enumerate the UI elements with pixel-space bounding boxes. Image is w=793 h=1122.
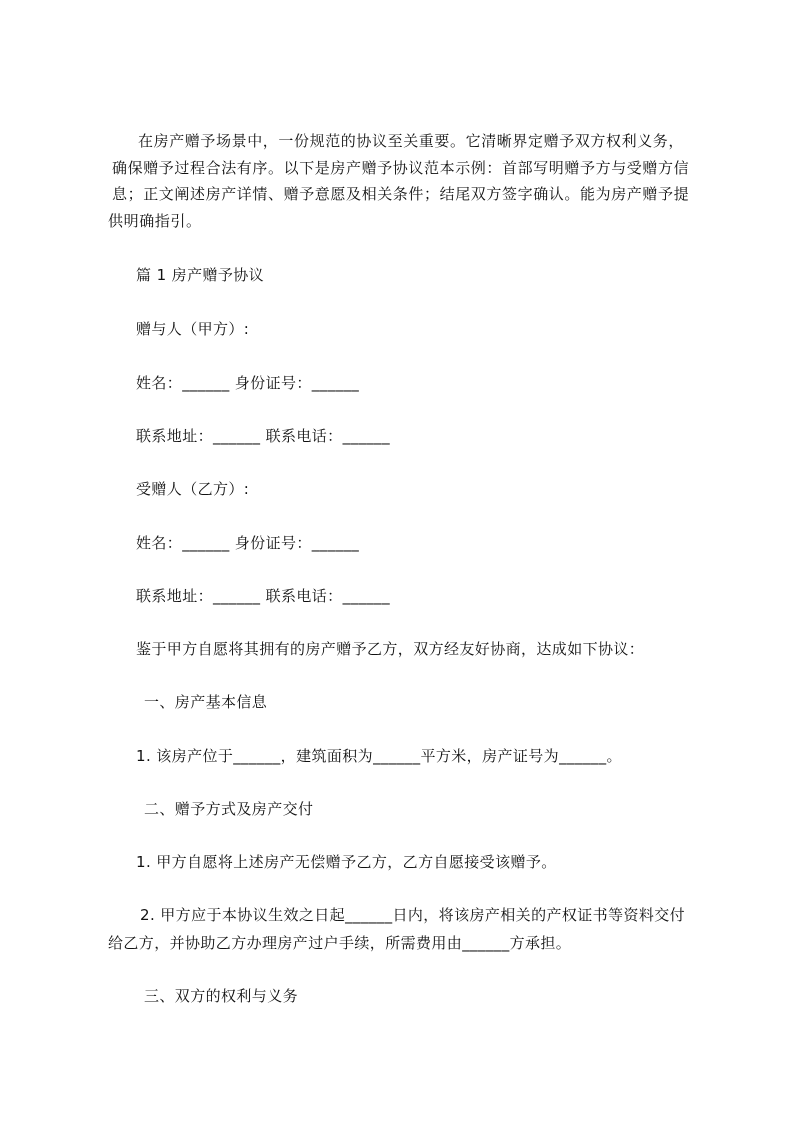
- intro-line: 供明确指引。: [108, 211, 202, 230]
- donor-name-id-field: 姓名：______ 身份证号：______: [136, 374, 360, 392]
- section-2-item-1: 1. 甲方自愿将上述房产无偿赠予乙方，乙方自愿接受该赠予。: [136, 853, 557, 871]
- donee-name-id-field: 姓名：______ 身份证号：______: [136, 534, 360, 552]
- donee-address-phone-field: 联系地址：______ 联系电话：______: [136, 587, 390, 605]
- section-title-3: 三、双方的权利与义务: [144, 987, 299, 1005]
- section-title-1: 一、房产基本信息: [144, 693, 268, 711]
- intro-paragraph: [108, 128, 708, 234]
- section-1-item-1: 1. 该房产位于______，建筑面积为______平方米，房产证号为______。: [136, 747, 622, 765]
- donor-heading: 赠与人（甲方）:: [136, 320, 250, 338]
- donor-address-phone-field: 联系地址：______ 联系电话：______: [136, 427, 390, 445]
- document-title: 篇 1 房产赠予协议: [136, 266, 265, 284]
- donee-heading: 受赠人（乙方）:: [136, 480, 250, 498]
- intro-line: 在房产赠予场景中，一份规范的协议至关重要。它清晰界定赠予双方权利义务，: [138, 132, 685, 150]
- section-2-item-2: 2. 甲方应于本协议生效之日起______日内，将该房产相关的产权证书等资料交付: [140, 906, 686, 924]
- intro-line: 确保赠予过程合法有序。以下是房产赠予协议范本示例：首部写明赠予方与受赠方信: [112, 158, 690, 177]
- section-2-item-2-continued: 给乙方，并协助乙方办理房产过户手续，所需费用由______方承担。: [108, 934, 572, 952]
- preamble: 鉴于甲方自愿将其拥有的房产赠予乙方，双方经友好协商，达成如下协议：: [136, 640, 645, 658]
- section-title-2: 二、赠予方式及房产交付: [144, 800, 314, 818]
- intro-line: 息；正文阐述房产详情、赠予意愿及相关条件；结尾双方签字确认。能为房产赠予提: [112, 185, 690, 203]
